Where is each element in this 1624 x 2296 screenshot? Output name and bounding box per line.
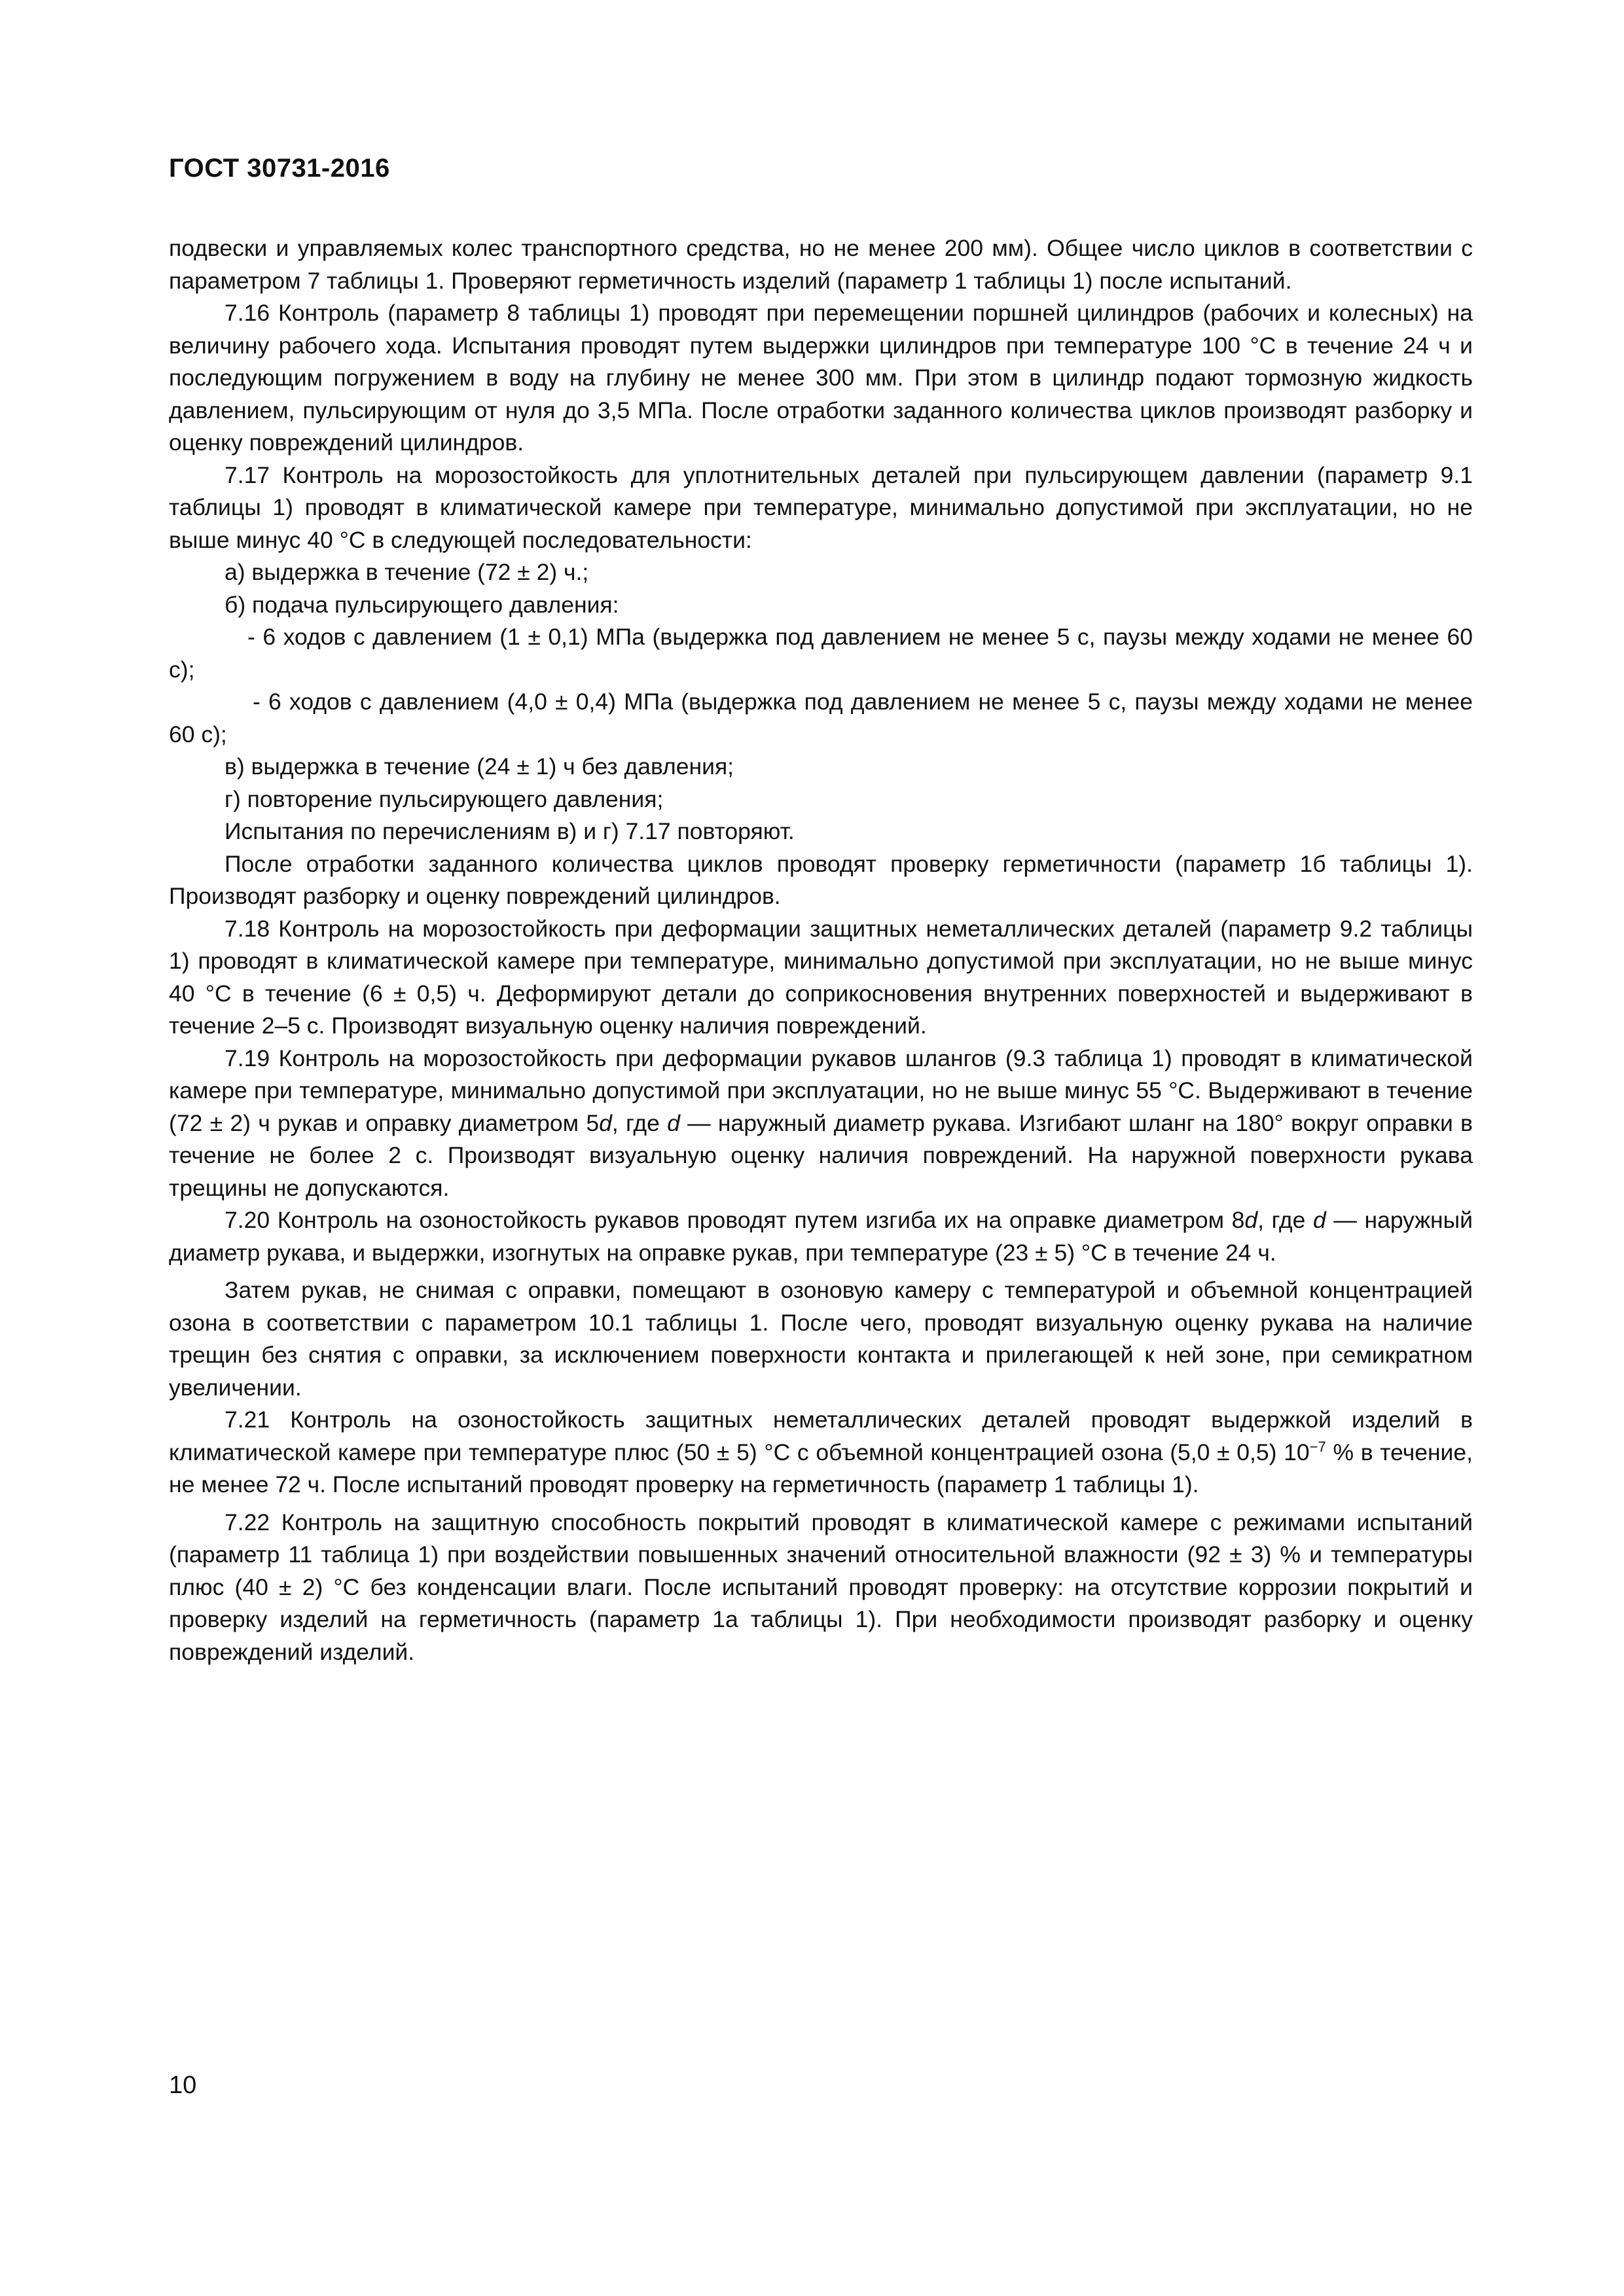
- paragraph-7-22: 7.22 Контроль на защитную способность покрытий проводят в климатической камере с режимами испытаний (параметр 11 таблица 1) при воздействии повышенных значений относительной влажности (92 ± 3) % и температуры плюс (40 ± 2) °С без конденсации влаги. После испытаний проводят проверку: на отсутствие коррозии покрытий и проверку изделий на герметичность (параметр 1а таблицы 1). При необходимости производят разборку и оценку повреждений изделий.: [169, 1509, 1473, 1665]
- list-item-v: в) выдержка в течение (24 ± 1) ч без давления;: [225, 753, 734, 780]
- variable-d: d: [1313, 1207, 1326, 1233]
- list-subitem-2: - 6 ходов с давлением (4,0 ± 0,4) МПа (выдержка под давлением не менее 5 с, паузы между ходами не менее 60 с);: [169, 689, 1473, 747]
- document-body: [169, 232, 1473, 1668]
- list-subitem-1: - 6 ходов с давлением (1 ± 0,1) МПа (выдержка под давлением не менее 5 с, паузы между ходами не менее 60 с);: [169, 624, 1473, 683]
- text-run: 7.20 Контроль на озоностойкость рукавов проводят путем изгиба их на оправке диаметром 8: [225, 1207, 1245, 1233]
- text-run: , где: [1257, 1207, 1313, 1233]
- variable-d: d: [599, 1109, 612, 1136]
- text-run: 7.21 Контроль на озоностойкость защитных неметаллических деталей проводят выдержкой изделий в климатической камере при температуре плюс (50 ± 5) °С с объемной концентрацией озона (5,0 ± 0,5) 10: [169, 1407, 1473, 1465]
- text-run: — наружный диаметр рукава, и выдержки, изогнутых на оправке рукав, при температуре (23 ± 5) °С в течение 24 ч.: [169, 1207, 1473, 1266]
- page-number: 10: [169, 2072, 197, 2099]
- paragraph-7-19: [169, 1043, 1473, 1205]
- paragraph-repeat-note: Испытания по перечислениям в) и г) 7.17 повторяют.: [225, 818, 795, 844]
- list-item-b: б) подача пульсирующего давления:: [225, 591, 619, 618]
- exponent: −7: [1309, 1438, 1326, 1455]
- text-run: % в течение, не менее 72 ч. После испытаний проводят проверку на герметичность (параметр 1 таблицы 1).: [169, 1439, 1473, 1498]
- variable-d: d: [1244, 1207, 1258, 1233]
- paragraph-continuation: подвески и управляемых колес транспортного средства, но не менее 200 мм). Общее число циклов в соответствии с параметром 7 таблицы 1. Проверяют герметичность изделий (параметр 1 таблицы 1) после испытаний.: [169, 235, 1473, 294]
- variable-d: d: [667, 1109, 680, 1136]
- paragraph-7-17: 7.17 Контроль на морозостойкость для уплотнительных деталей при пульсирующем давлении (параметр 9.1 таблицы 1) проводят в климатической камере при температуре, минимально допустимой при эксплуатации, но не выше минус 40 °С в следующей последовательности:: [169, 461, 1473, 553]
- paragraph-7-21: [169, 1404, 1473, 1501]
- list-item-a: а) выдержка в течение (72 ± 2) ч.;: [225, 559, 589, 585]
- paragraph-7-16: 7.16 Контроль (параметр 8 таблицы 1) проводят при перемещении поршней цилиндров (рабочих и колесных) на величину рабочего хода. Испытания проводят путем выдержки цилиндров при температуре 100 °С в течение 24 ч и последующим погружением в воду на глубину не менее 300 мм. При этом в цилиндр подают тормозную жидкость давлением, пульсирующим от нуля до 3,5 МПа. После отработки заданного количества циклов производят разборку и оценку повреждений цилиндров.: [169, 300, 1473, 456]
- paragraph-7-20: [169, 1204, 1473, 1269]
- text-run: 7.19 Контроль на морозостойкость при деформации рукавов шлангов (9.3 таблица 1) проводят в климатической камере при температуре, минимально допустимой при эксплуатации, но не выше минус 55 °С. Выдерживают в течение (72 ± 2) ч рукав и оправку диаметром 5: [169, 1045, 1473, 1136]
- document-header: ГОСТ 30731-2016: [169, 154, 390, 183]
- text-run: , где: [611, 1109, 668, 1136]
- text-run: — наружный диаметр рукава. Изгибают шланг на 180° вокруг оправки в течение не более 2 с. Производят визуальную оценку наличия повреждений. На наружной поверхности рукава трещины не допускаются.: [169, 1109, 1473, 1201]
- paragraph-after-cycles: После отработки заданного количества циклов проводят проверку герметичности (параметр 1б таблицы 1). Производят разборку и оценку повреждений цилиндров.: [169, 850, 1473, 909]
- paragraph-7-18: 7.18 Контроль на морозостойкость при деформации защитных неметаллических деталей (параметр 9.2 таблицы 1) проводят в климатической камере при температуре, минимально допустимой при эксплуатации, но не выше минус 40 °С в течение (6 ± 0,5) ч. Деформируют детали до соприкосновения внутренних поверхностей и выдерживают в течение 2–5 с. Производят визуальную оценку наличия повреждений.: [169, 915, 1473, 1039]
- paragraph-ozone-chamber: Затем рукав, не снимая с оправки, помещают в озоновую камеру с температурой и объемной концентрацией озона в соответствии с параметром 10.1 таблицы 1. После чего, проводят визуальную оценку рукава на наличие трещин без снятия с оправки, за исключением поверхности контакта и прилегающей к ней зоне, при семикратном увеличении.: [169, 1277, 1473, 1401]
- list-item-g: г) повторение пульсирующего давления;: [225, 785, 664, 812]
